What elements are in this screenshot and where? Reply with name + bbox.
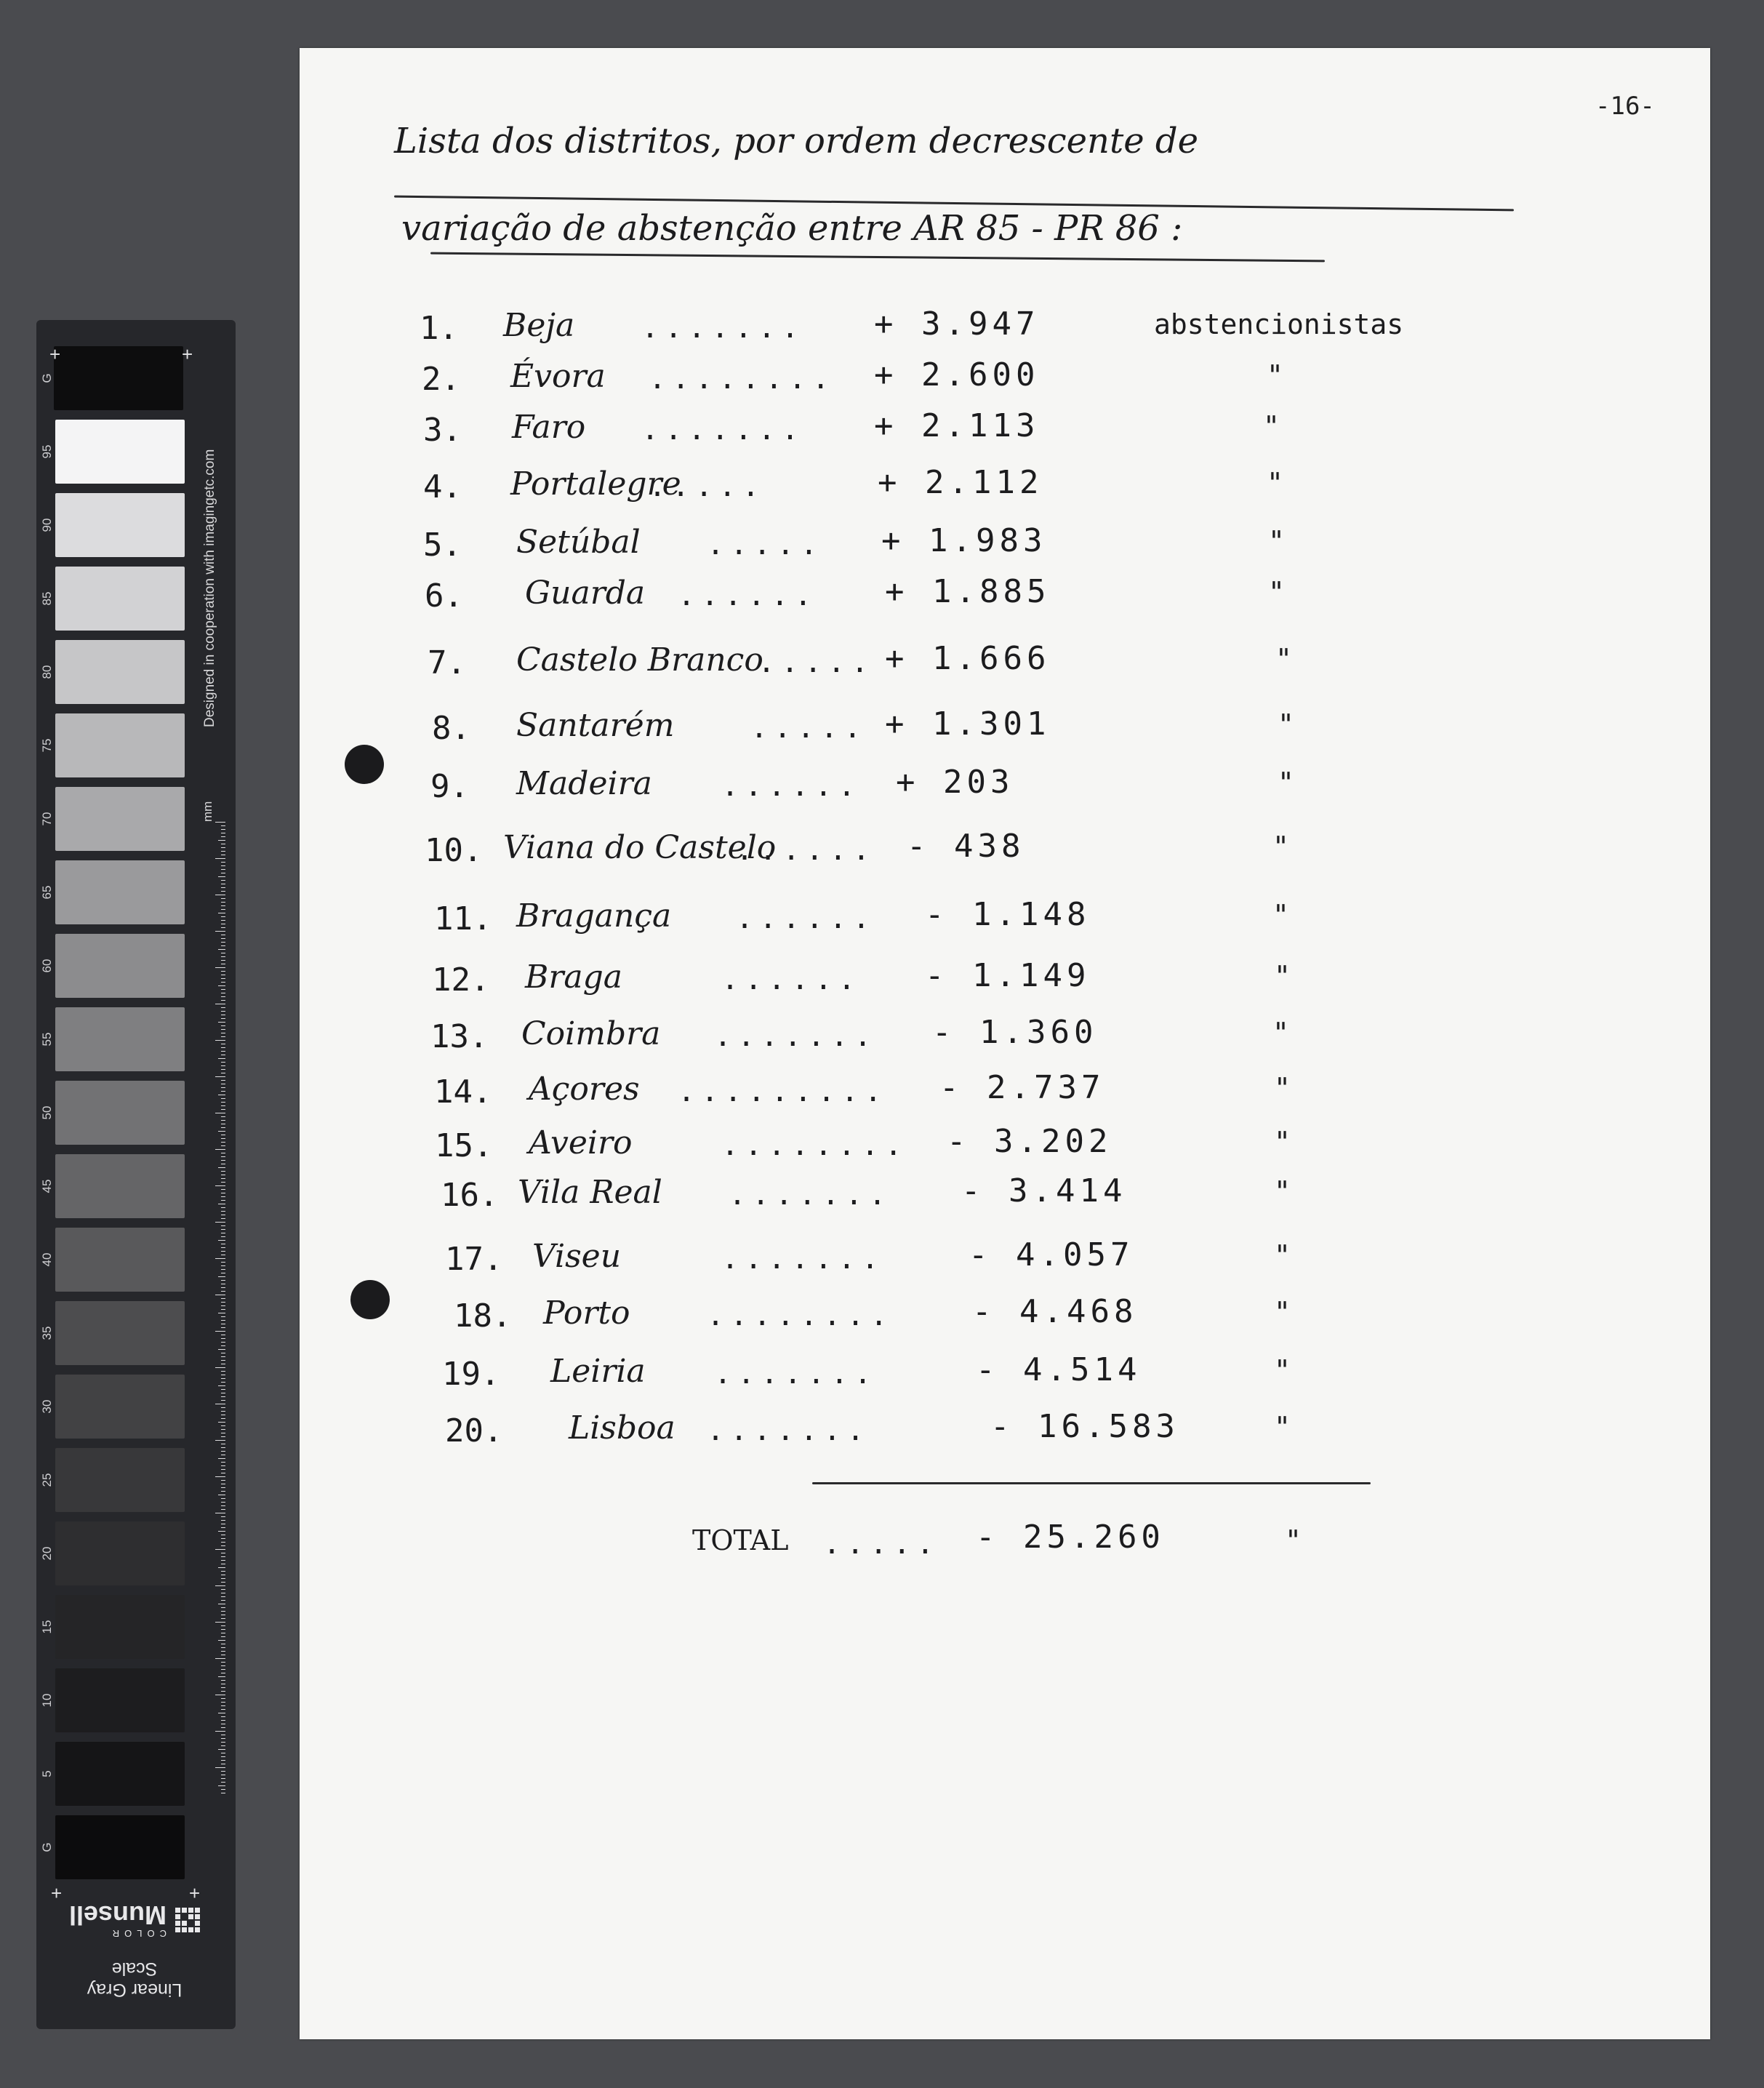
abstention-change-value: + 3.947 xyxy=(874,305,1040,343)
row-number: 8. xyxy=(432,710,470,747)
gray-step-label: G xyxy=(40,1842,54,1852)
abstention-change-value: - 1.149 xyxy=(925,957,1091,994)
gray-step-label: 65 xyxy=(40,885,54,900)
abstention-change-value: + 203 xyxy=(896,764,1014,801)
leader-dots: ........ xyxy=(721,1129,908,1162)
abstention-change-value: + 1.983 xyxy=(881,522,1047,559)
gray-step-label: 30 xyxy=(40,1399,54,1414)
ditto-mark: " xyxy=(1263,410,1280,442)
ditto-mark: " xyxy=(1274,1239,1291,1271)
mm-label: mm xyxy=(201,801,215,822)
plus-mark-top-left: + xyxy=(49,343,61,365)
row-number: 11. xyxy=(434,900,492,937)
gray-step-label: 50 xyxy=(40,1105,54,1120)
ditto-mark: " xyxy=(1267,467,1283,499)
gray-step-label: 40 xyxy=(40,1252,54,1267)
ditto-mark: " xyxy=(1278,767,1294,799)
row-number: 19. xyxy=(442,1356,500,1393)
page-number: -16- xyxy=(1595,92,1655,121)
abstention-change-value: - 3.414 xyxy=(961,1172,1127,1209)
leader-dots: ....... xyxy=(721,1242,885,1276)
leader-dots: ...... xyxy=(721,769,862,803)
gray-step-label: 35 xyxy=(40,1326,54,1340)
title-line-1: Lista dos distritos, por ordem decrescente de xyxy=(394,121,1199,161)
total-value: - 25.260 xyxy=(976,1519,1165,1556)
leader-dots: ....... xyxy=(641,413,805,447)
abstention-change-value: - 4.514 xyxy=(976,1351,1142,1388)
row-number: 16. xyxy=(441,1177,499,1214)
title-line-2: variação de abstenção entre AR 85 - PR 86 : xyxy=(401,208,1183,249)
abstention-change-value: - 4.057 xyxy=(969,1236,1134,1273)
plus-mark-top-right: + xyxy=(182,343,193,365)
gray-step-label: 5 xyxy=(40,1770,54,1777)
leader-dots: ...... xyxy=(736,902,876,935)
gray-step-label: 15 xyxy=(40,1620,54,1634)
row-number: 13. xyxy=(430,1018,489,1055)
district-name: Beja xyxy=(503,307,575,344)
gray-swatch xyxy=(55,1448,185,1512)
ditto-mark: " xyxy=(1268,576,1285,608)
gray-step-label: 55 xyxy=(40,1032,54,1047)
district-name: Portalegre xyxy=(510,465,681,503)
district-name: Aveiro xyxy=(529,1124,633,1161)
row-number: 17. xyxy=(445,1241,503,1278)
row-number: 20. xyxy=(445,1412,503,1449)
punch-hole-upper xyxy=(345,745,384,784)
punch-hole-lower xyxy=(350,1280,390,1319)
brand-name: Munsell xyxy=(69,1900,167,1930)
abstention-change-value: - 1.360 xyxy=(932,1014,1098,1051)
unit-label: abstencionistas xyxy=(1154,308,1404,340)
gray-swatch xyxy=(55,1668,185,1732)
row-number: 1. xyxy=(420,310,458,347)
gray-step-label: 90 xyxy=(40,518,54,532)
gray-swatch xyxy=(55,1815,185,1879)
ditto-mark: " xyxy=(1274,1296,1291,1328)
gray-swatch xyxy=(55,1301,185,1365)
abstention-change-value: - 4.468 xyxy=(972,1293,1138,1330)
district-name: Évora xyxy=(510,358,606,395)
district-name: Faro xyxy=(512,409,586,446)
mm-ruler xyxy=(215,822,225,1796)
ditto-mark: " xyxy=(1274,1175,1291,1207)
gray-scale-card xyxy=(36,320,236,2029)
district-name: Açores xyxy=(529,1071,640,1108)
gray-swatch xyxy=(55,420,185,484)
district-name: Viseu xyxy=(532,1238,622,1275)
district-name: Viana do Castelo xyxy=(503,829,777,866)
gray-step-label: 20 xyxy=(40,1546,54,1561)
ditto-mark: " xyxy=(1278,708,1294,740)
gray-swatch xyxy=(55,1081,185,1145)
total-label: TOTAL xyxy=(692,1524,789,1556)
gray-step-label: 45 xyxy=(40,1179,54,1193)
district-name: Santarém xyxy=(516,707,675,744)
gray-step-label: 70 xyxy=(40,812,54,826)
ditto-mark: " xyxy=(1272,1017,1289,1049)
gray-swatch xyxy=(55,934,185,998)
row-number: 12. xyxy=(432,961,490,999)
leader-dots: ....... xyxy=(714,1357,878,1391)
brand-sub: COLOR xyxy=(107,1928,167,1939)
gray-step-label: 60 xyxy=(40,959,54,973)
gray-swatch xyxy=(55,1007,185,1071)
leader-dots: ......... xyxy=(678,1075,888,1108)
gray-swatch xyxy=(55,1375,185,1439)
district-name: Leiria xyxy=(550,1353,646,1390)
abstention-change-value: + 2.600 xyxy=(874,356,1040,393)
abstention-change-value: + 1.885 xyxy=(885,573,1051,610)
gray-swatch xyxy=(55,1595,185,1659)
leader-dots: ...... xyxy=(721,963,862,996)
district-name: Coimbra xyxy=(521,1015,661,1052)
plus-mark-bottom-left: + xyxy=(51,1882,63,1904)
row-number: 14. xyxy=(434,1073,492,1111)
abstention-change-value: - 1.148 xyxy=(925,896,1091,933)
ditto-mark: " xyxy=(1268,525,1285,557)
row-number: 9. xyxy=(430,768,469,805)
leader-dots: ...... xyxy=(736,833,876,867)
leader-dots: ........ xyxy=(707,1299,894,1332)
abstention-change-value: + 1.666 xyxy=(885,640,1051,677)
ditto-mark: " xyxy=(1267,359,1283,391)
gray-swatch xyxy=(55,1154,185,1218)
district-name: Porto xyxy=(543,1295,630,1332)
abstention-change-value: - 438 xyxy=(907,828,1025,865)
leader-dots: ...... xyxy=(678,579,818,612)
district-name: Lisboa xyxy=(569,1409,675,1447)
gray-swatch xyxy=(55,567,185,631)
gray-swatch xyxy=(55,860,185,924)
ditto-mark: " xyxy=(1274,960,1291,992)
title-underline-2 xyxy=(430,252,1325,263)
row-number: 5. xyxy=(423,527,462,564)
leader-dots: ..... xyxy=(649,470,766,503)
ditto-mark: " xyxy=(1274,1126,1291,1158)
leader-dots: ....... xyxy=(641,311,805,345)
gray-swatch xyxy=(55,493,185,557)
ditto-mark: " xyxy=(1275,643,1292,675)
abstention-change-value: + 1.301 xyxy=(885,705,1051,743)
plus-mark-bottom-right: + xyxy=(189,1882,201,1904)
gray-swatch xyxy=(54,346,183,410)
gray-step-label: G xyxy=(40,373,54,383)
row-number: 18. xyxy=(454,1297,512,1335)
leader-dots: ..... xyxy=(758,646,875,679)
ditto-mark: " xyxy=(1274,1411,1291,1443)
ditto-mark: " xyxy=(1272,899,1289,931)
row-number: 2. xyxy=(422,361,460,398)
district-name: Bragança xyxy=(516,897,672,935)
gray-step-label: 95 xyxy=(40,444,54,459)
gray-swatch xyxy=(55,713,185,777)
gray-swatch xyxy=(55,787,185,851)
ditto-mark: " xyxy=(1274,1354,1291,1386)
total-rule xyxy=(812,1482,1371,1484)
ditto-mark: " xyxy=(1272,831,1289,863)
leader-dots: ....... xyxy=(729,1178,892,1212)
munsell-branding xyxy=(65,1876,204,2000)
district-name: Guarda xyxy=(525,575,646,612)
scale-name: Linear Gray Scale xyxy=(87,1959,183,2000)
district-name: Vila Real xyxy=(518,1174,662,1211)
row-number: 4. xyxy=(423,468,462,505)
gray-swatch xyxy=(55,1742,185,1806)
designed-by-text: Designed in cooperation with imagingetc.com xyxy=(202,449,217,727)
row-number: 3. xyxy=(423,412,462,449)
gray-step-label: 85 xyxy=(40,591,54,606)
leader-dots: ....... xyxy=(707,1414,870,1447)
gray-swatch xyxy=(55,640,185,704)
district-name: Braga xyxy=(525,959,622,996)
row-number: 15. xyxy=(435,1127,493,1164)
abstention-change-value: + 2.113 xyxy=(874,407,1040,444)
abstention-change-value: + 2.112 xyxy=(878,464,1043,501)
leader-dots: ..... xyxy=(707,528,824,561)
total-unit: " xyxy=(1285,1524,1302,1556)
row-number: 7. xyxy=(428,644,466,681)
leader-dots: ....... xyxy=(714,1020,878,1053)
leader-dots: ........ xyxy=(649,362,835,396)
gray-step-label: 10 xyxy=(40,1693,54,1708)
ditto-mark: " xyxy=(1274,1072,1291,1104)
row-number: 6. xyxy=(425,577,463,615)
gray-step-label: 80 xyxy=(40,665,54,679)
district-name: Castelo Branco xyxy=(516,641,763,679)
row-number: 10. xyxy=(425,832,483,869)
abstention-change-value: - 3.202 xyxy=(947,1123,1112,1160)
abstention-change-value: - 16.583 xyxy=(990,1408,1179,1445)
district-name: Madeira xyxy=(516,765,652,802)
leader-dots: ..... xyxy=(750,711,867,745)
total-dots: ..... xyxy=(823,1527,940,1561)
document-page xyxy=(300,48,1710,2039)
gray-step-label: 75 xyxy=(40,738,54,753)
munsell-logo-icon xyxy=(175,1908,200,1933)
district-name: Setúbal xyxy=(516,524,641,561)
gray-step-label: 25 xyxy=(40,1473,54,1487)
gray-swatch xyxy=(55,1521,185,1585)
gray-swatch xyxy=(55,1228,185,1292)
abstention-change-value: - 2.737 xyxy=(939,1069,1105,1106)
